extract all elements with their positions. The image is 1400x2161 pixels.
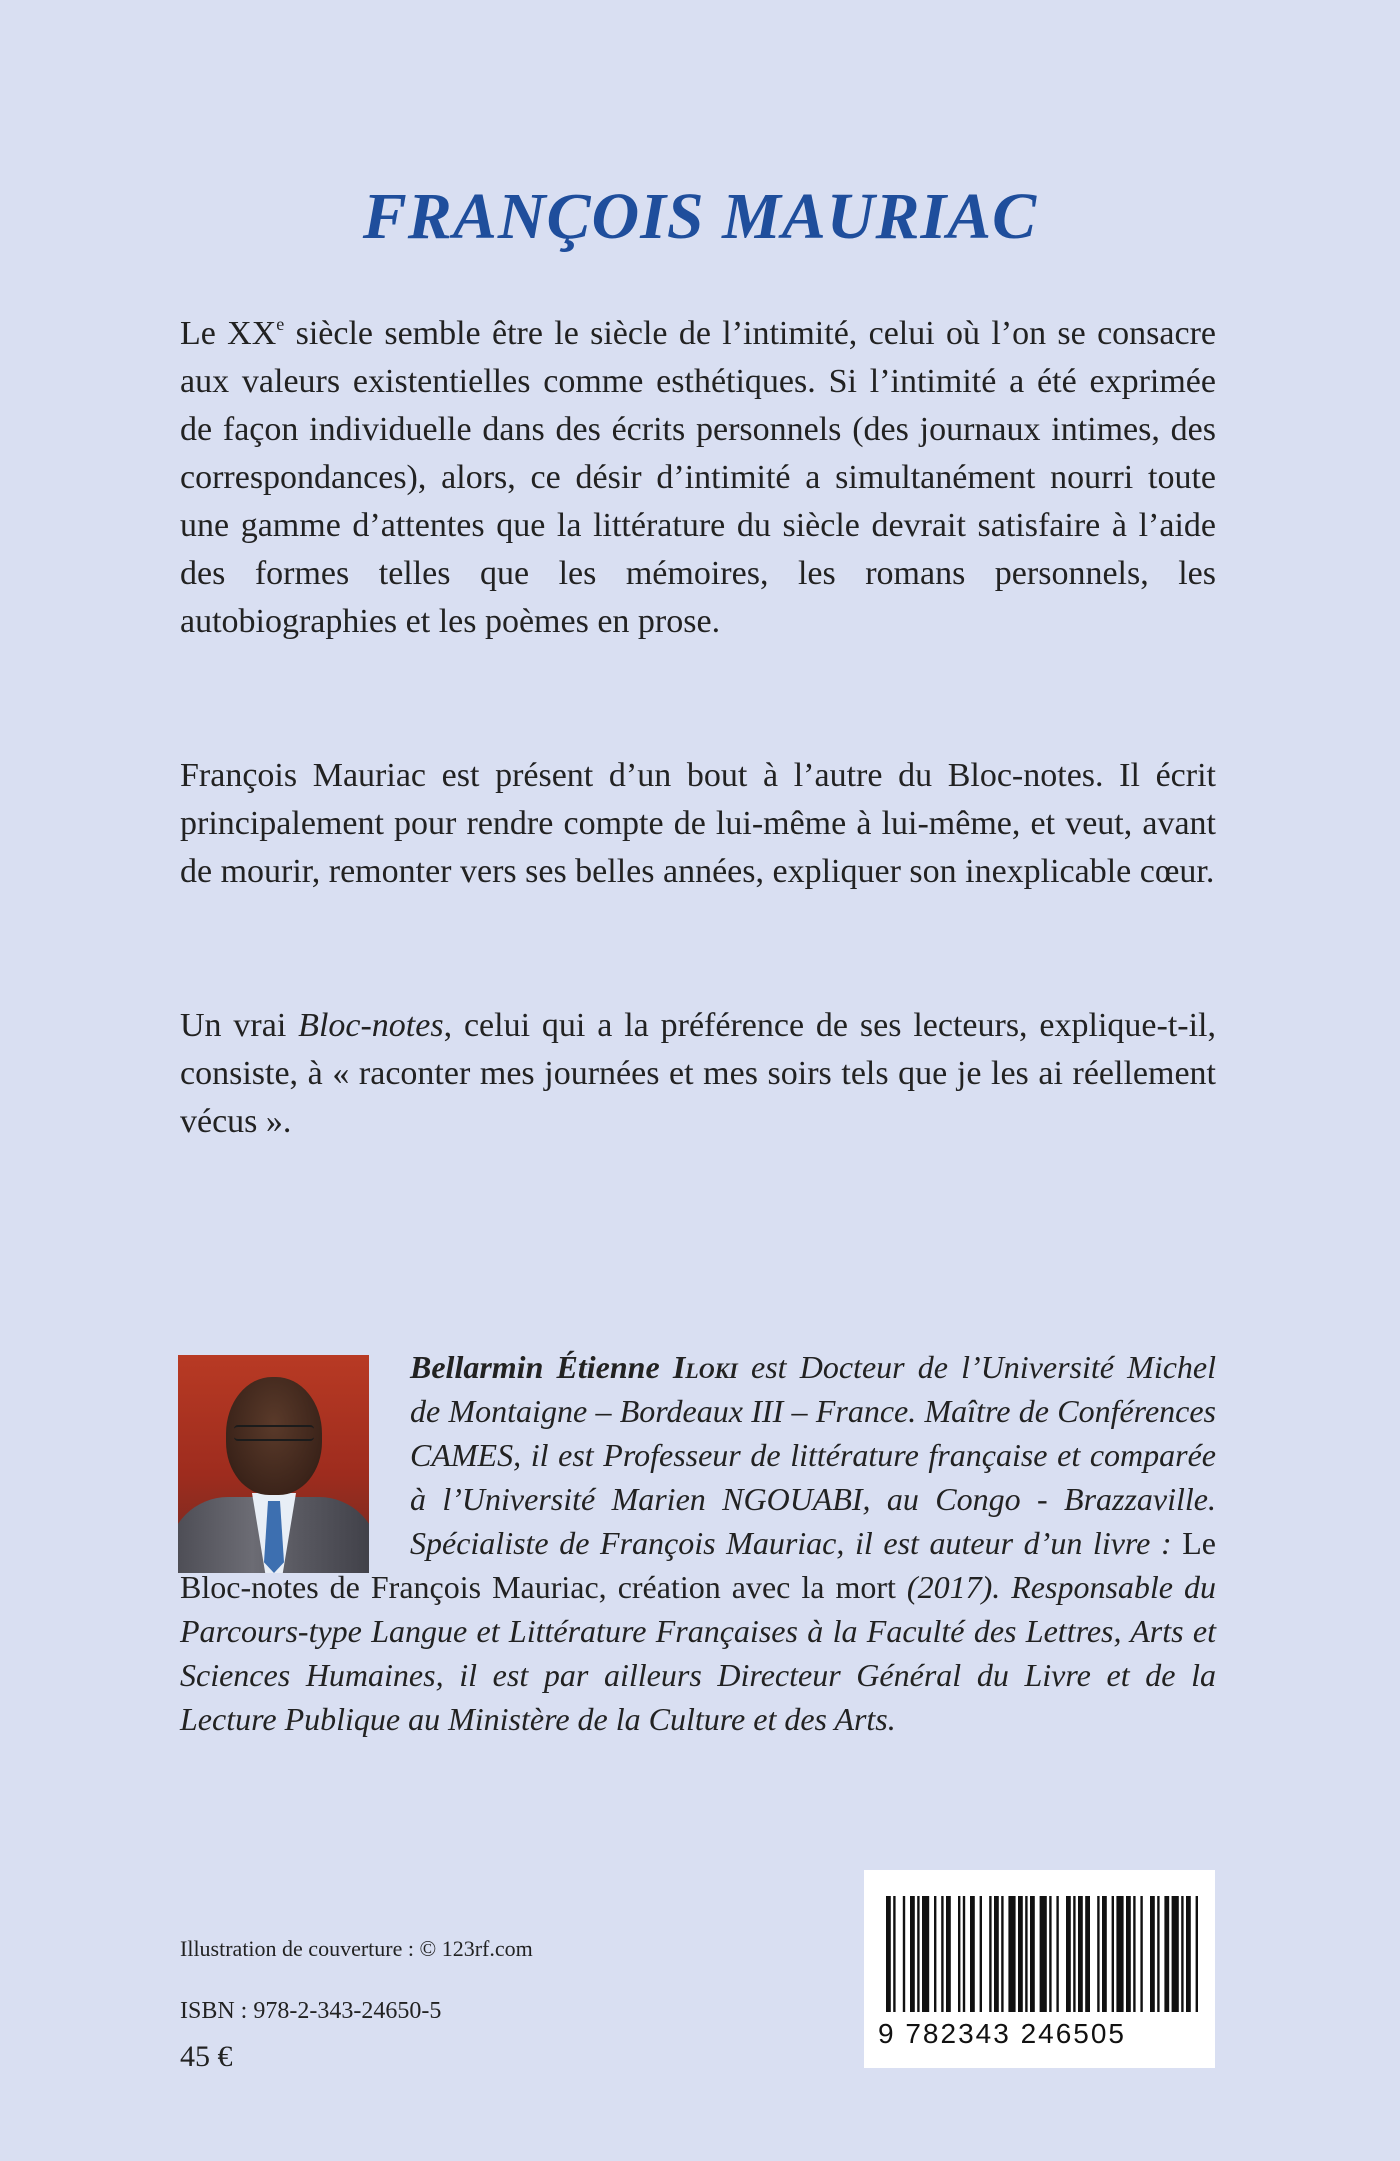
barcode-bar — [1140, 1896, 1142, 2012]
summary-paragraph-1 — [180, 310, 1216, 646]
paragraph-3-rest: , celui qui a la préférence de ses lecteurs, explique-t-il, consiste, à « raconter mes journées et mes soirs tels que je les ai réellement vécus ». — [180, 1007, 1216, 1140]
summary-paragraph-2 — [180, 752, 1216, 896]
summary-paragraph-3 — [180, 1002, 1216, 1146]
barcode-bar — [910, 1896, 915, 2012]
barcode-bar — [1133, 1896, 1135, 2012]
barcode-bar — [893, 1896, 895, 2012]
barcode-bar — [1078, 1896, 1083, 2012]
isbn: ISBN : 978-2-343-24650-5 — [180, 1998, 442, 2024]
barcode-bar — [946, 1896, 951, 2012]
bloc-notes-italic: Bloc-notes — [298, 1007, 444, 1044]
barcode-bar — [1157, 1896, 1159, 2012]
barcode-bar — [934, 1896, 936, 2012]
barcode-bar — [980, 1896, 982, 2012]
barcode-digits: 9 782343 246505 — [878, 2018, 1126, 2049]
barcode-bars — [864, 1870, 1215, 2020]
barcode — [864, 1870, 1215, 2068]
barcode-bar — [989, 1896, 991, 2012]
barcode-bar — [941, 1896, 943, 2012]
barcode-bar — [1018, 1896, 1023, 2012]
book-title: FRANÇOIS MAURIAC — [362, 180, 1038, 254]
barcode-bar — [1172, 1896, 1179, 2012]
barcode-bar — [1150, 1896, 1155, 2012]
bio-text-1: est Docteur de l’Université Michel de Montaigne – Bordeaux III – France. Maître de Conférences CAMES, il est Professeur de littérature française et comparée à l’Université Marien NGOUABI, au Congo - Brazzaville. Spécialiste de François Mauriac, il est auteur d’un livre : — [410, 1349, 1216, 1561]
barcode-bar — [1056, 1896, 1058, 2012]
barcode-bar — [958, 1896, 960, 2012]
barcode-bar — [1126, 1896, 1131, 2012]
paragraph-2-text: François Mauriac est présent d’un bout à l’autre du Bloc-notes. Il écrit principalement pour rendre compte de lui-même à lui-même, et veut, avant de mourir, remonter vers ses belles années, expliquer son inexplicable cœur. — [180, 757, 1216, 890]
bio-text-2: (2017). Responsable du Parcours-type Langue et Littérature Françaises à la Faculté des Lettres, Arts et Sciences Humaines, il est par ailleurs Directeur Général du Livre et de la Lecture Publique au Ministère de la Culture et des Arts. — [180, 1569, 1217, 1737]
price: 45 € — [180, 2040, 233, 2073]
barcode-bar — [1040, 1896, 1047, 2012]
barcode-bar — [1001, 1896, 1003, 2012]
cover-illustration-credit: Illustration de couverture : © 123rf.com — [180, 1936, 533, 1961]
bio-book-title: Le Bloc-notes de François Mauriac, création avec la mort — [180, 1525, 1216, 1605]
barcode-bar — [1097, 1896, 1099, 2012]
barcode-bar — [1186, 1896, 1191, 2012]
barcode-bar — [1066, 1896, 1071, 2012]
century-superscript: e — [276, 314, 285, 334]
author-bio — [180, 1345, 1216, 1741]
barcode-bar — [1112, 1896, 1114, 2012]
author-name: Bellarmin Étienne Iloki — [410, 1349, 738, 1385]
barcode-bar — [1008, 1896, 1015, 2012]
barcode-bar — [1102, 1896, 1107, 2012]
barcode-bar — [1085, 1896, 1090, 2012]
barcode-bar — [1025, 1896, 1027, 2012]
barcode-bar — [917, 1896, 919, 2012]
barcode-bar — [994, 1896, 999, 2012]
barcode-bar — [963, 1896, 965, 2012]
barcode-bar — [886, 1896, 891, 2012]
barcode-bar — [1181, 1896, 1183, 2012]
barcode-bar — [1164, 1896, 1169, 2012]
paragraph-1-rest: siècle semble être le siècle de l’intimité, celui où l’on se consacre aux valeurs existentielles comme esthétiques. Si l’intimité a été exprimée de façon individuelle dans des écrits personnels (des journaux intimes, des correspondances), alors, ce désir d’intimité a simultanément nourri toute une gamme d’attentes que la littérature du siècle devrait satisfaire à l’aide des formes telles que les mémoires, les romans personnels, les autobiographies et les poèmes en prose. — [180, 315, 1217, 640]
barcode-bar — [1196, 1896, 1198, 2012]
barcode-bar — [1116, 1896, 1123, 2012]
barcode-bar — [1073, 1896, 1075, 2012]
barcode-bar — [922, 1896, 929, 2012]
barcode-bar — [903, 1896, 905, 2012]
paragraph-3-start: Un vrai — [180, 1007, 299, 1044]
paragraph-1-start: Le XX — [180, 315, 277, 352]
barcode-bar — [1049, 1896, 1051, 2012]
barcode-bar — [1030, 1896, 1035, 2012]
barcode-bar — [970, 1896, 975, 2012]
